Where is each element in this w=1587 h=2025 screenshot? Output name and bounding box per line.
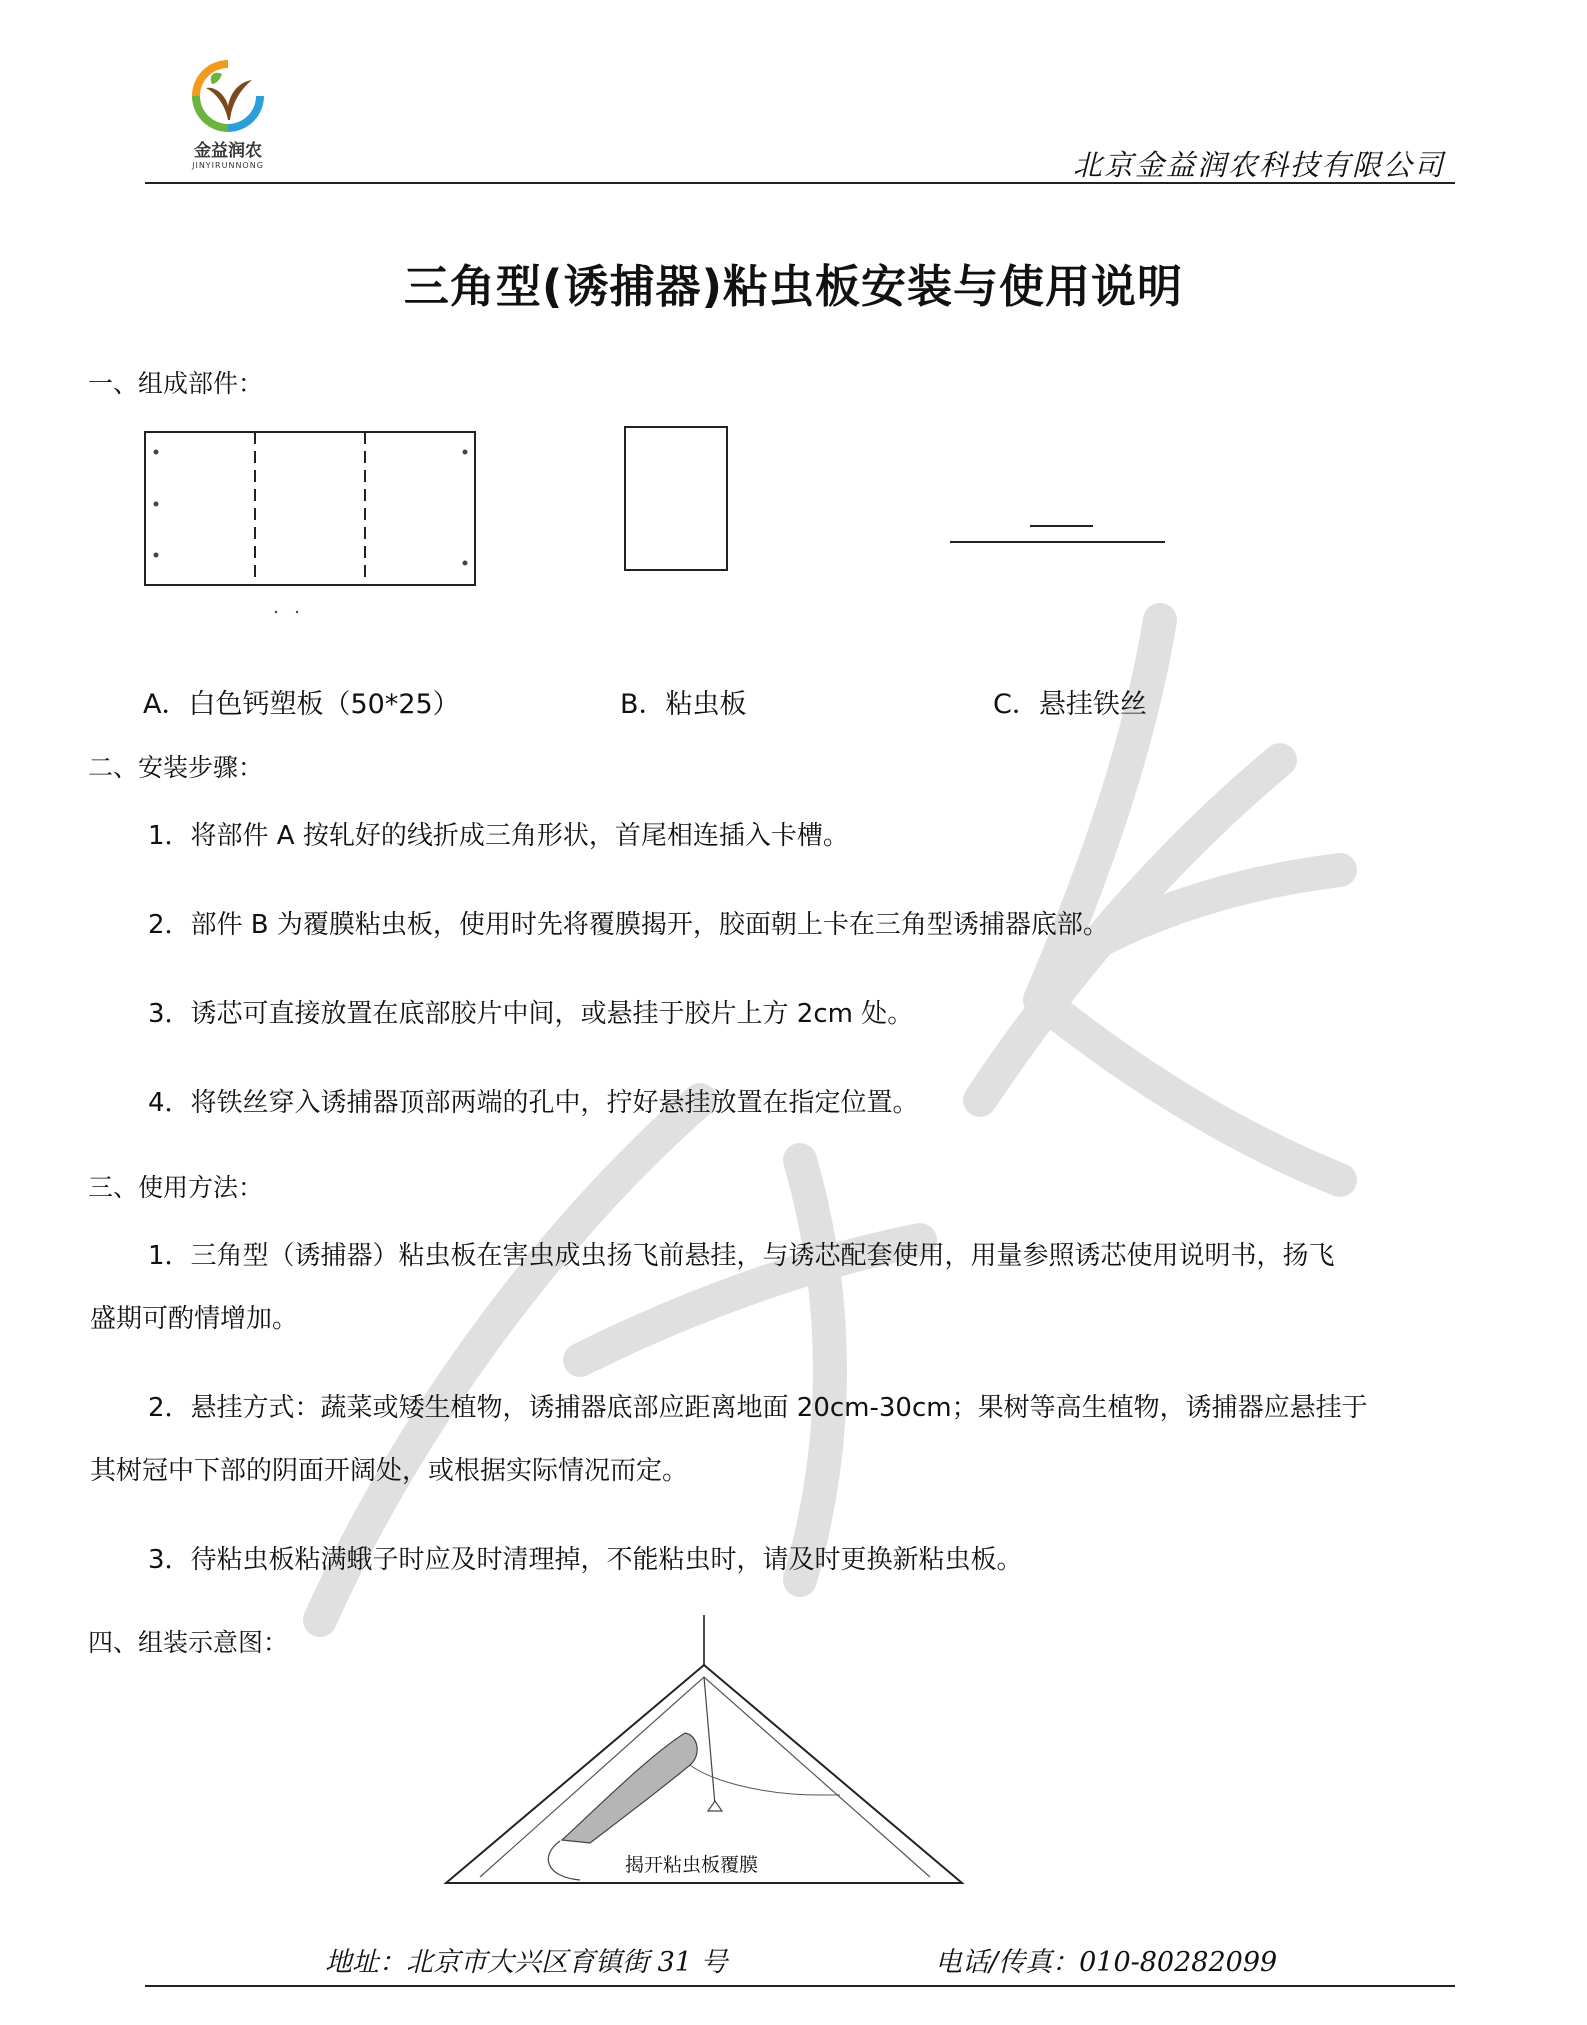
footer-address: 地址：北京市大兴区育镇街 31 号: [325, 1947, 728, 1978]
diagram-label: 揭开粘虫板覆膜: [625, 1854, 759, 1876]
logo-subtext: JINYIRUNNONG: [192, 161, 264, 170]
part-c-diagram: [950, 518, 1170, 548]
company-name: 北京金益润农科技有限公司: [1072, 148, 1445, 182]
install-step-1: 1．将部件 A 按轧好的线折成三角形状，首尾相连插入卡槽。: [148, 821, 849, 851]
usage-step-1-line2: 盛期可酌情增加。: [90, 1304, 299, 1334]
footer-phone: 电话/传真：010-80282099: [935, 1947, 1278, 1978]
header-rule: [145, 182, 1455, 184]
install-step-3: 3．诱芯可直接放置在底部胶片中间，或悬挂于胶片上方 2cm 处。: [148, 999, 914, 1029]
part-a-diagram: [140, 428, 480, 618]
usage-step-2-line1: 2．悬挂方式：蔬菜或矮生植物，诱捕器底部应距离地面 20cm-30cm；果树等高生植物，诱捕器应悬挂于: [148, 1393, 1368, 1423]
part-b-diagram: [620, 422, 730, 572]
install-step-4: 4．将铁丝穿入诱捕器顶部两端的孔中，拧好悬挂放置在指定位置。: [148, 1088, 919, 1118]
usage-step-2-line2: 其树冠中下部的阴面开阔处，或根据实际情况而定。: [90, 1456, 689, 1486]
logo-emblem-icon: [168, 54, 288, 136]
page-title: 三角型(诱捕器)粘虫板安装与使用说明: [403, 260, 1184, 313]
usage-step-3-line1: 3．待粘虫板粘满蛾子时应及时清理掉，不能粘虫时，请及时更换新粘虫板。: [148, 1545, 1023, 1575]
section-heading-install: 二、安装步骤：: [88, 753, 264, 782]
part-c-label: C．悬挂铁丝: [993, 689, 1147, 720]
part-b-label: B．粘虫板: [620, 689, 747, 720]
install-step-2: 2．部件 B 为覆膜粘虫板，使用时先将覆膜揭开，胶面朝上卡在三角型诱捕器底部。: [148, 910, 1109, 940]
footer-rule: [145, 1985, 1455, 1987]
section-heading-diagram: 四、组装示意图：: [88, 1628, 289, 1657]
logo-text: 金益润农: [194, 141, 262, 161]
section-heading-usage: 三、使用方法：: [88, 1173, 264, 1202]
part-a-label: A．白色钙塑板（50*25）: [143, 689, 460, 720]
company-logo: [168, 54, 288, 170]
section-heading-components: 一、组成部件：: [88, 369, 264, 398]
usage-step-1-line1: 1．三角型（诱捕器）粘虫板在害虫成虫扬飞前悬挂，与诱芯配套使用，用量参照诱芯使用说明书，扬飞: [148, 1241, 1335, 1271]
